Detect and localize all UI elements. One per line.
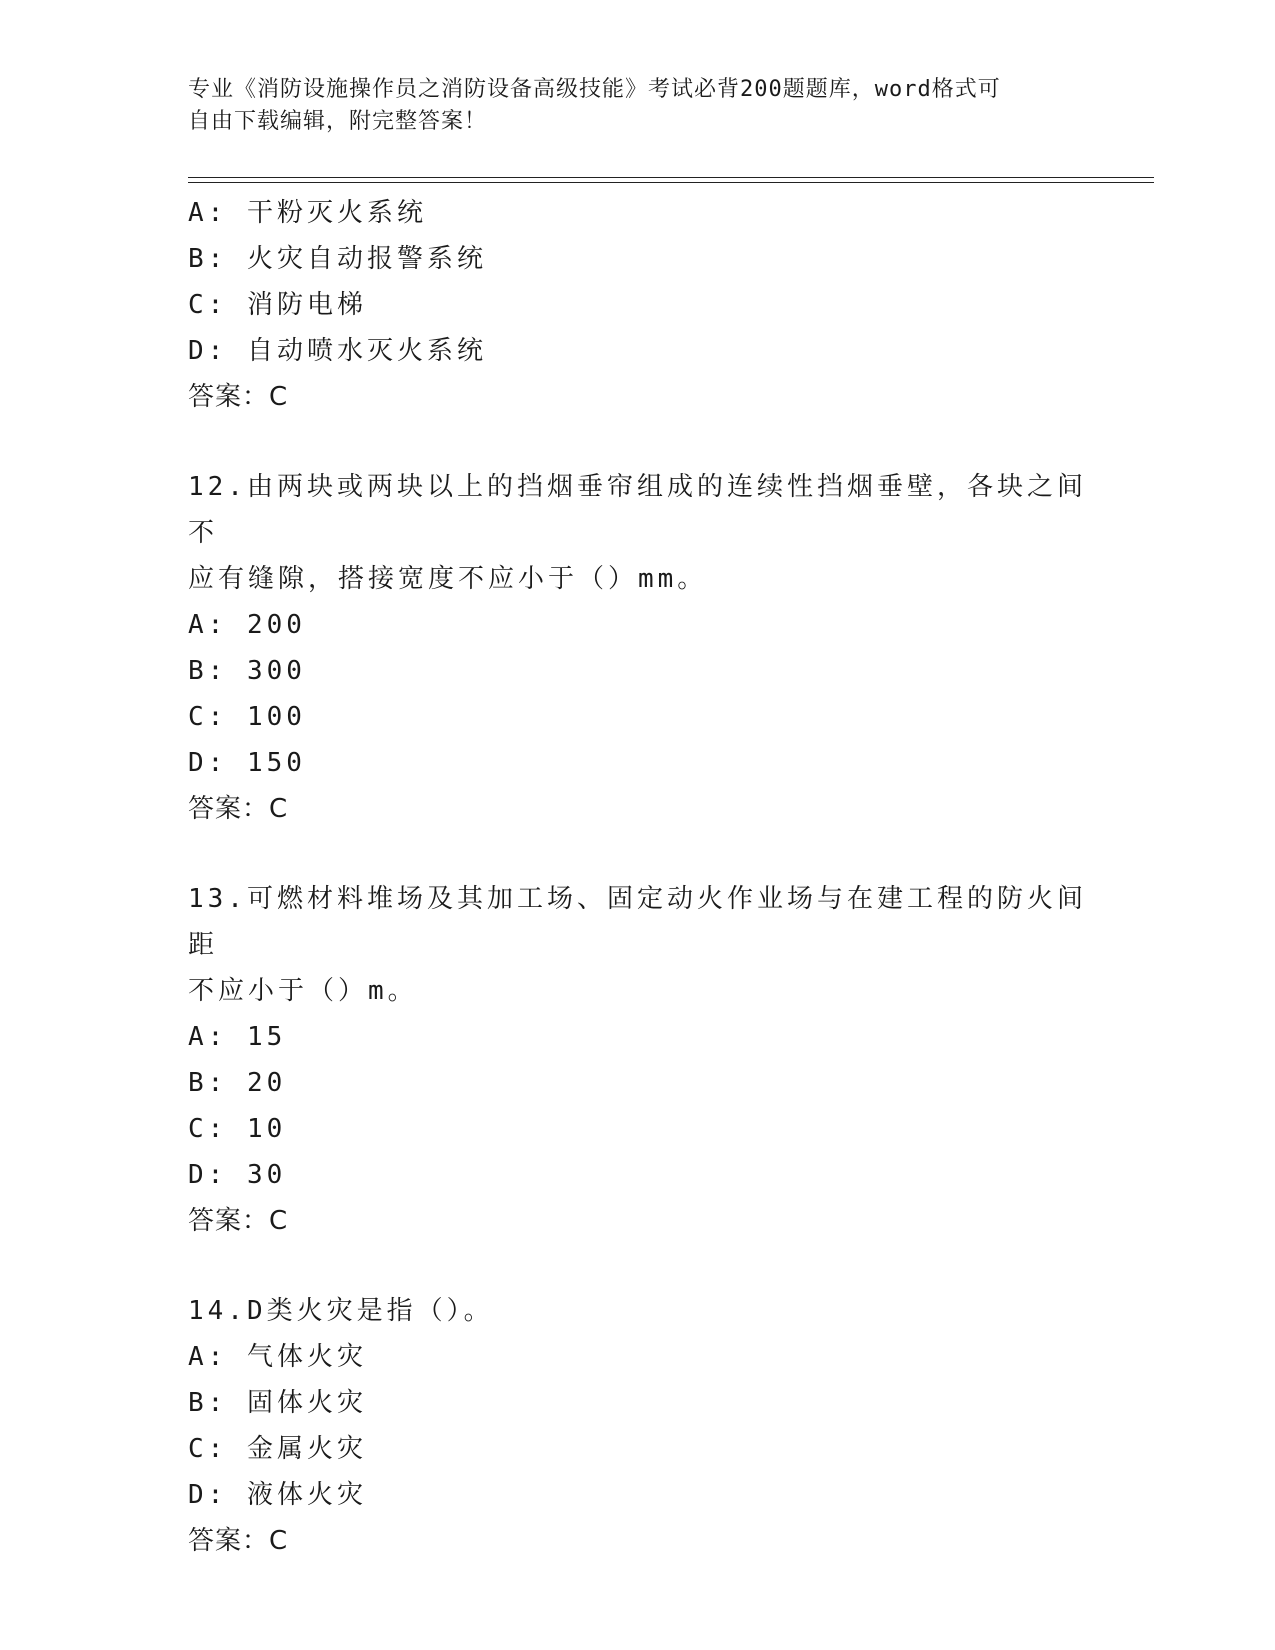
option-b: B: 火灾自动报警系统 xyxy=(188,244,487,274)
answer: 答案：C xyxy=(188,794,289,824)
option-a: A: 干粉灭火系统 xyxy=(188,198,427,228)
option-d: D: 30 xyxy=(188,1160,287,1190)
option-b: B: 固体火灾 xyxy=(188,1388,367,1418)
option-c: C: 100 xyxy=(188,702,306,732)
header-divider-bottom xyxy=(188,182,1154,183)
question-11 xyxy=(188,190,1088,420)
option-b: B: 300 xyxy=(188,656,306,686)
option-c: C: 10 xyxy=(188,1114,287,1144)
option-c: C: 消防电梯 xyxy=(188,290,367,320)
question-text-line-1: 13.可燃材料堆场及其加工场、固定动火作业场与在建工程的防火间距 xyxy=(188,884,1087,960)
question-text-line-1: 14.D类火灾是指（）。 xyxy=(188,1296,494,1326)
header-line-2: 自由下载编辑，附完整答案！ xyxy=(188,109,488,134)
answer: 答案：C xyxy=(188,1526,289,1556)
question-text-line-1: 12.由两块或两块以上的挡烟垂帘组成的连续性挡烟垂壁，各块之间不 xyxy=(188,472,1087,548)
question-14 xyxy=(188,1288,1088,1564)
header-line-1: 专业《消防设施操作员之消防设备高级技能》考试必背200题题库，word格式可 xyxy=(188,77,1001,102)
question-list xyxy=(188,190,1088,1564)
question-12 xyxy=(188,464,1088,832)
answer: 答案：C xyxy=(188,1206,289,1236)
option-a: A: 气体火灾 xyxy=(188,1342,367,1372)
option-d: D: 150 xyxy=(188,748,306,778)
option-d: D: 自动喷水灭火系统 xyxy=(188,336,487,366)
option-a: A: 15 xyxy=(188,1022,287,1052)
question-text-line-2: 应有缝隙，搭接宽度不应小于（）mm。 xyxy=(188,564,708,594)
document-header xyxy=(188,74,1088,138)
question-13 xyxy=(188,876,1088,1244)
option-b: B: 20 xyxy=(188,1068,287,1098)
answer: 答案：C xyxy=(188,382,289,412)
option-c: C: 金属火灾 xyxy=(188,1434,367,1464)
option-a: A: 200 xyxy=(188,610,306,640)
option-d: D: 液体火灾 xyxy=(188,1480,367,1510)
question-text-line-2: 不应小于（）m。 xyxy=(188,976,418,1006)
header-divider-top xyxy=(188,177,1154,178)
